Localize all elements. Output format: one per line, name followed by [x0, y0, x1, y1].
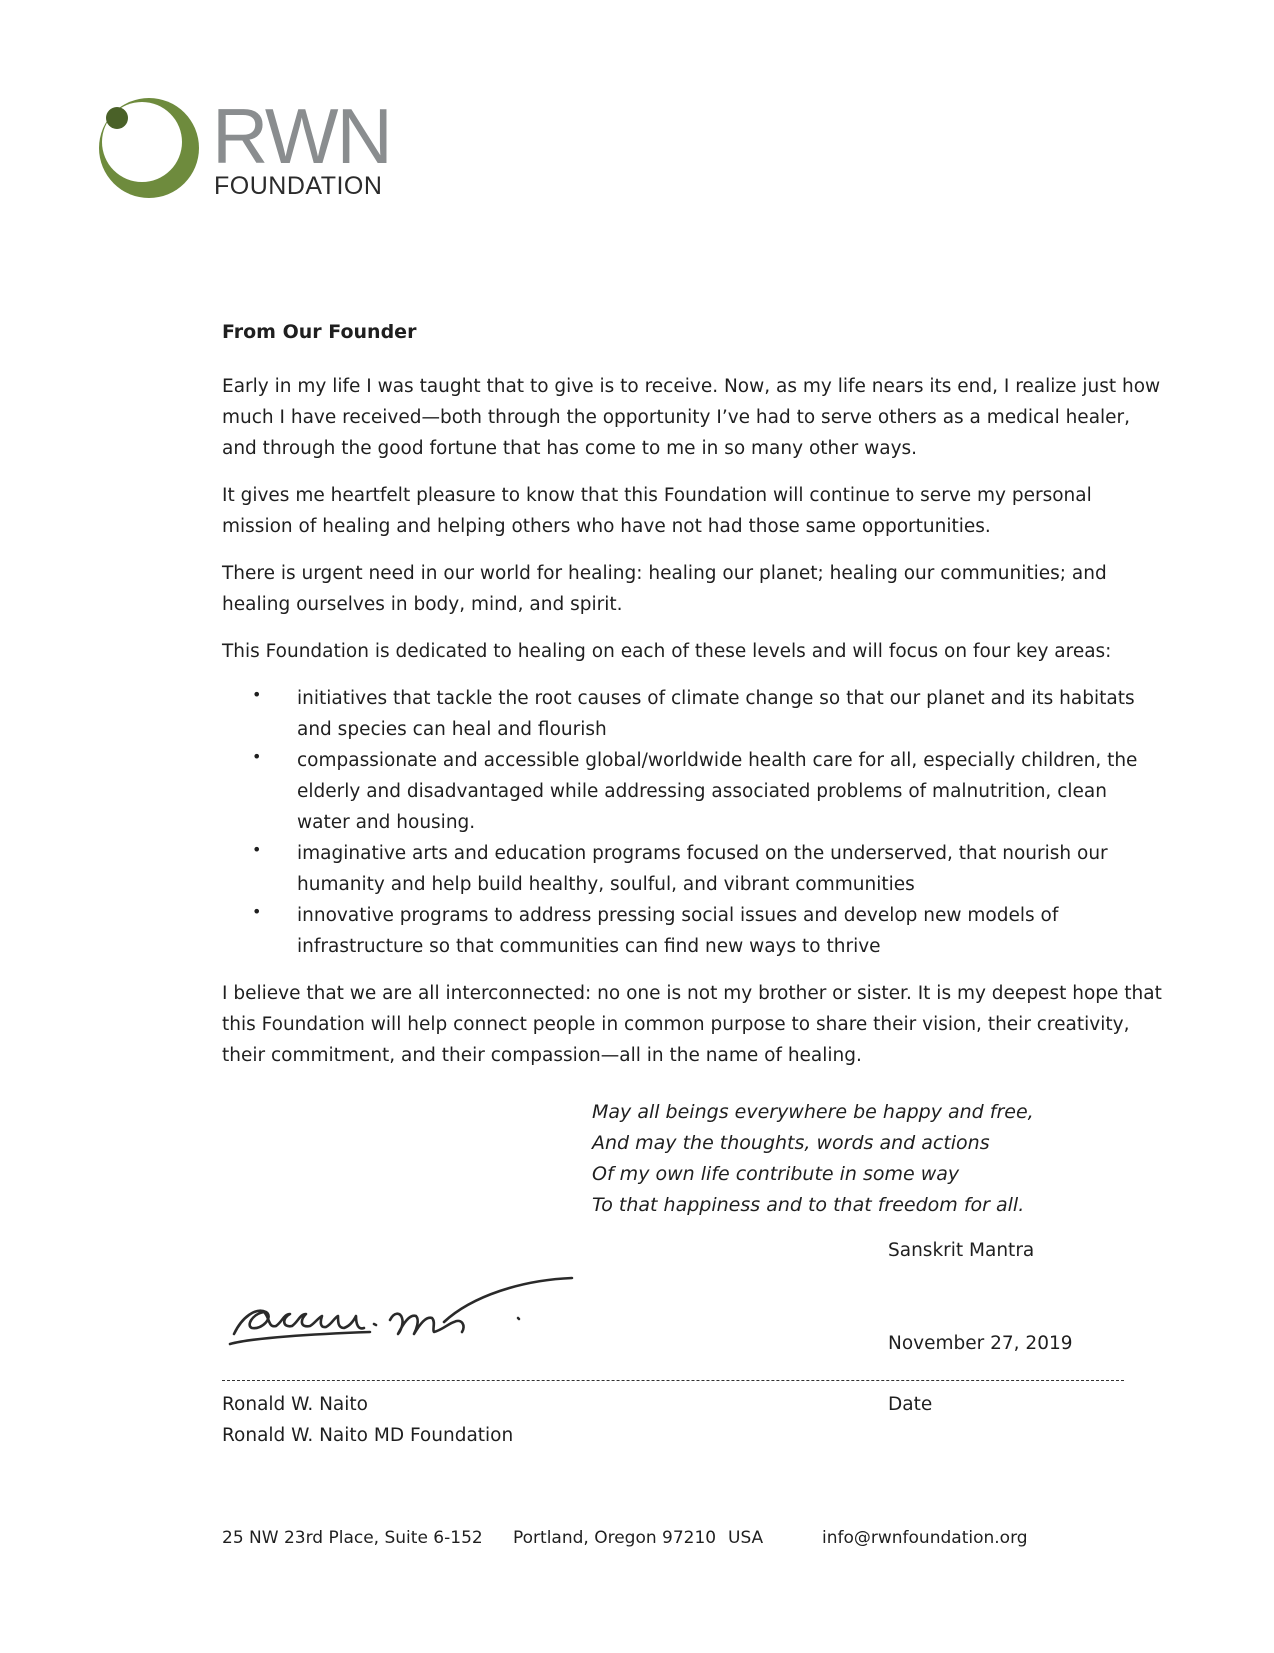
quote-line: To that happiness and to that freedom for all.: [592, 1194, 1025, 1216]
letter-heading: From Our Founder: [222, 321, 417, 343]
quote-attribution: Sanskrit Mantra: [888, 1240, 1035, 1261]
paragraph: This Foundation is dedicated to healing on each of these levels and will focus on four key areas:: [222, 641, 1112, 662]
mantra-quote: [592, 1097, 1034, 1221]
signature-line: [222, 1380, 1124, 1381]
signer-organization: Ronald W. Naito MD Foundation: [222, 1425, 514, 1446]
signature-date: November 27, 2019: [888, 1333, 1073, 1354]
list-item-text: compassionate and accessible global/worldwide health care for all, especially children, the elderly and disadvantaged while addressing associated problems of malnutrition, clean water and housing.: [297, 750, 1138, 833]
closing-paragraph: I believe that we are all interconnected: no one is not my brother or sister. It is my deepest hope that this Foundation will help connect people in common purpose to share their vision, their creativity, their commitment, and their compassion—all in the name of healing.: [222, 983, 1162, 1066]
list-item: [222, 745, 1162, 838]
list-item-text: imaginative arts and education programs focused on the underserved, that nourish our humanity and help build healthy, soulful, and vibrant communities: [297, 843, 1108, 895]
foundation-logo: [96, 92, 416, 206]
letter-body: [222, 318, 1162, 1087]
handwritten-signature: [222, 1262, 602, 1352]
list-item: [222, 683, 1162, 745]
bullet-icon: •: [252, 747, 262, 766]
bullet-icon: •: [252, 902, 262, 921]
crescent-logo-icon: [96, 96, 206, 206]
footer-country: USA: [728, 1528, 764, 1548]
quote-line: And may the thoughts, words and actions: [592, 1132, 990, 1154]
paragraph: There is urgent need in our world for healing: healing our planet; healing our communities; and healing ourselves in body, mind, and spirit.: [222, 563, 1107, 615]
footer-city: Portland, Oregon 97210: [513, 1528, 717, 1548]
logo-subtitle: FOUNDATION: [214, 172, 383, 200]
paragraph: It gives me heartfelt pleasure to know that this Foundation will continue to serve my personal mission of healing and helping others who have not had those same opportunities.: [222, 485, 1092, 537]
paragraph: Early in my life I was taught that to give is to receive. Now, as my life nears its end, I realize just how much I have received—both through the opportunity I’ve had to serve others as a medical healer, and through the good fortune that has come to me in so many other ways.: [222, 376, 1161, 459]
footer-address: 25 NW 23rd Place, Suite 6-152: [222, 1528, 483, 1548]
signer-name: Ronald W. Naito: [222, 1394, 368, 1415]
bullet-icon: •: [252, 840, 262, 859]
logo-wordmark: RWN: [212, 92, 391, 180]
list-item-text: initiatives that tackle the root causes of climate change so that our planet and its habitats and species can heal and flourish: [297, 688, 1135, 740]
date-label: Date: [888, 1394, 933, 1415]
quote-line: Of my own life contribute in some way: [592, 1163, 960, 1185]
bullet-icon: •: [252, 685, 262, 704]
list-item: [222, 838, 1162, 900]
list-item-text: innovative programs to address pressing social issues and develop new models of infrastructure so that communities can find new ways to thrive: [297, 905, 1059, 957]
focus-areas-list: [222, 683, 1162, 962]
footer-email[interactable]: info@rwnfoundation.org: [822, 1528, 1028, 1548]
list-item: [222, 900, 1162, 962]
quote-line: May all beings everywhere be happy and free,: [592, 1101, 1034, 1123]
